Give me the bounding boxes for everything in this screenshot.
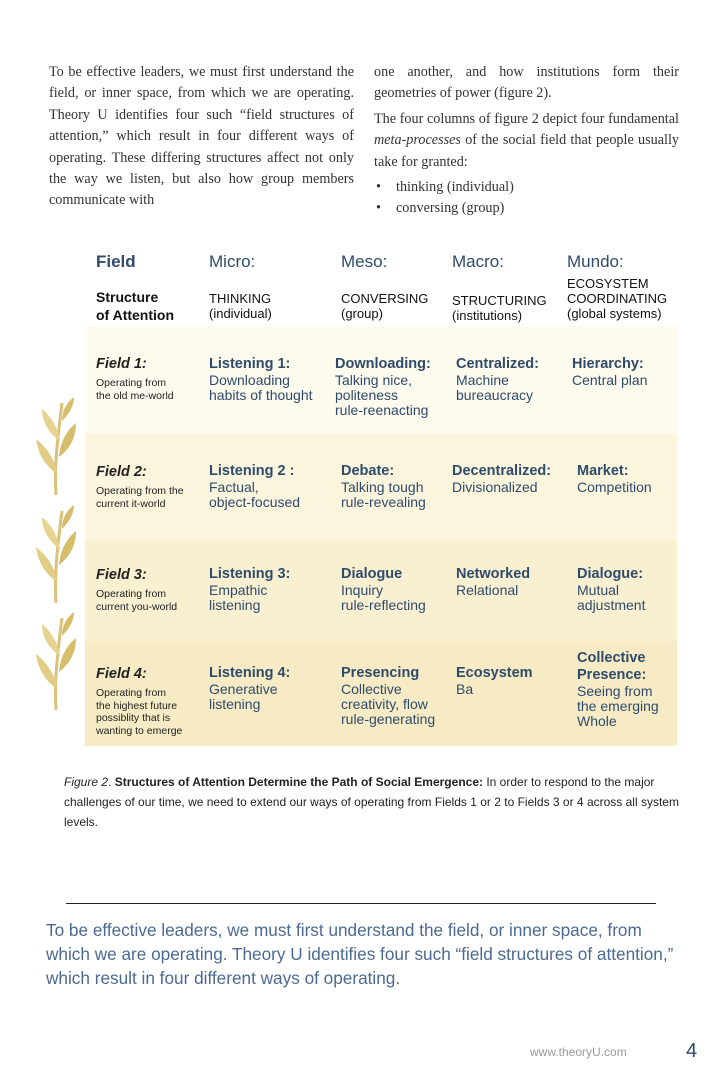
field-title: Field 1: [96,356,147,372]
body-column-right [374,62,679,220]
field-cell [96,356,174,402]
field-desc: Operating from the highest future possiblity that is wanting to emerge [96,687,183,737]
subheader-line: COORDINATING [567,291,668,306]
subheader-meso [341,291,428,321]
cell-desc: Downloading habits of thought [209,372,313,403]
cell-title: Market: [577,463,629,479]
body-paragraph: one another, and how institutions form their geometries of power (figure 2). [374,64,679,102]
divider [66,903,656,904]
subheader-line: STRUCTURING [452,293,547,308]
cell-title: Listening 4: [209,665,291,681]
cell-title: Dialogue: [577,566,644,582]
body-paragraph [374,109,679,173]
bullet-list [374,177,679,220]
micro-cell [209,463,300,510]
text-run: of the social field that people usually take for granted: [374,132,679,170]
macro-cell [456,665,533,697]
subheader-line: (institutions) [452,308,523,323]
emphasis-text: meta-processes [374,132,461,149]
cell-desc: Central plan [572,372,648,388]
figure-caption: Figure 2. Structures of Attention Determine the Path of Social Emergence: In order to respond to the major challenges of our time, we need to extend our ways of operating from Fields 1 or 2 to Fields 3 or 4 across all system levels. [64,775,679,829]
cell-desc: Machine bureaucracy [456,372,534,403]
pull-quote: To be effective leaders, we must first understand the field, or inner space, from which we are operating. Theory U identifies four such “field structures of attention,” which result in four different ways of operating. [46,920,674,988]
header-mundo: Mundo: [567,252,624,271]
cell-title: Presencing [341,665,420,681]
cell-title: Debate: [341,463,395,479]
wheat-stalk-icon [32,610,80,710]
meso-cell [335,356,431,418]
wheat-stalk-icon [32,395,80,495]
field-desc: Operating from the current it-world [96,485,184,510]
cell-title: Dialogue [341,566,403,582]
field-cell [96,567,177,613]
cell-desc: Empathic listening [209,582,268,613]
bullet-item: • thinking (individual) [374,177,679,198]
cell-desc: Generative listening [209,681,278,712]
mundo-cell [577,566,645,613]
cell-title: Ecosystem [456,665,533,681]
cell-desc: Competition [577,479,652,495]
header-macro: Macro: [452,252,504,271]
field-desc: Operating from current you-world [96,588,178,613]
meso-cell [341,463,426,510]
subheader-line: (global systems) [567,306,662,321]
cell-title: Downloading: [335,356,431,372]
header-field: Field [96,252,136,271]
body-paragraph: To be effective leaders, we must first understand the field, or inner space, from which we are operating. Theory U identifies four such “field structures of attention,” which result in four different ways of operating. These differing structures affect not only the way we listen, but also how group members communicate with [49,64,354,209]
cell-desc: Relational [456,582,519,598]
cell-desc: Inquiry rule-reflecting [341,582,426,613]
cell-desc: Ba [456,681,474,697]
cell-title: Decentralized: [452,463,552,479]
field-title: Field 4: [96,666,147,682]
subheader-line: THINKING [209,291,272,306]
subheader-line: (group) [341,306,383,321]
bullet-item: • conversing (group) [374,198,679,219]
meso-cell [341,566,426,613]
caption-label: Figure 2 [64,775,109,789]
subheader-line: Structure [96,289,159,305]
caption-title: Structures of Attention Determine the Path of Social Emergence: [114,775,483,789]
cell-title: Networked [456,566,531,582]
cell-title: Hierarchy: [572,356,644,372]
header-micro: Micro: [209,252,256,271]
micro-cell [209,356,313,403]
subheader-mundo [567,276,667,321]
subheader-line: ECOSYSTEM [567,276,649,291]
micro-cell [209,566,290,613]
cell-desc: Talking tough rule-revealing [341,479,426,510]
caption-text: In order to respond to the major challenges of our time, we need to extend our ways of operating from Fields 1 or 2 to Fields 3 or 4 across all system levels. [64,775,679,829]
mundo-cell [572,356,648,388]
cell-desc: Seeing from the emerging Whole [577,683,659,729]
cell-title: Listening 1: [209,356,291,372]
footer-url[interactable]: www.theoryU.com [530,1045,627,1059]
subheader-micro [209,291,272,321]
page-number: 4 [686,1040,698,1062]
field-title: Field 2: [96,464,147,480]
macro-cell [456,356,539,403]
macro-cell [456,566,530,598]
field-title: Field 3: [96,567,147,583]
cell-title: Collective Presence: [577,650,647,683]
subheader-macro [452,293,547,323]
mundo-cell [577,650,659,729]
field-desc: Operating from the old me-world [96,377,174,402]
mundo-cell [577,463,652,495]
cell-desc: Mutual adjustment [577,582,646,613]
subheader-structure [96,288,174,324]
meso-cell [341,665,435,727]
subheader-line: (individual) [209,306,272,321]
cell-desc: Collective creativity, flow rule-generating [341,681,436,727]
cell-desc: Divisionalized [452,479,538,495]
header-meso: Meso: [341,252,388,271]
subheader-line: CONVERSING [341,291,429,306]
cell-desc: Talking nice, politeness rule-reenacting [335,372,429,418]
text-run: The four columns of figure 2 depict four fundamental [374,110,679,127]
body-column-left [49,62,354,216]
field-cell [96,464,184,510]
micro-cell [209,665,290,712]
subheader-line: of Attention [96,307,175,323]
cell-title: Listening 3: [209,566,291,582]
cell-title: Centralized: [456,356,539,372]
macro-cell [452,463,551,495]
cell-desc: Factual, object-focused [209,479,301,510]
field-cell [96,666,182,737]
wheat-stalk-icon [32,503,80,603]
cell-title: Listening 2 : [209,463,295,479]
